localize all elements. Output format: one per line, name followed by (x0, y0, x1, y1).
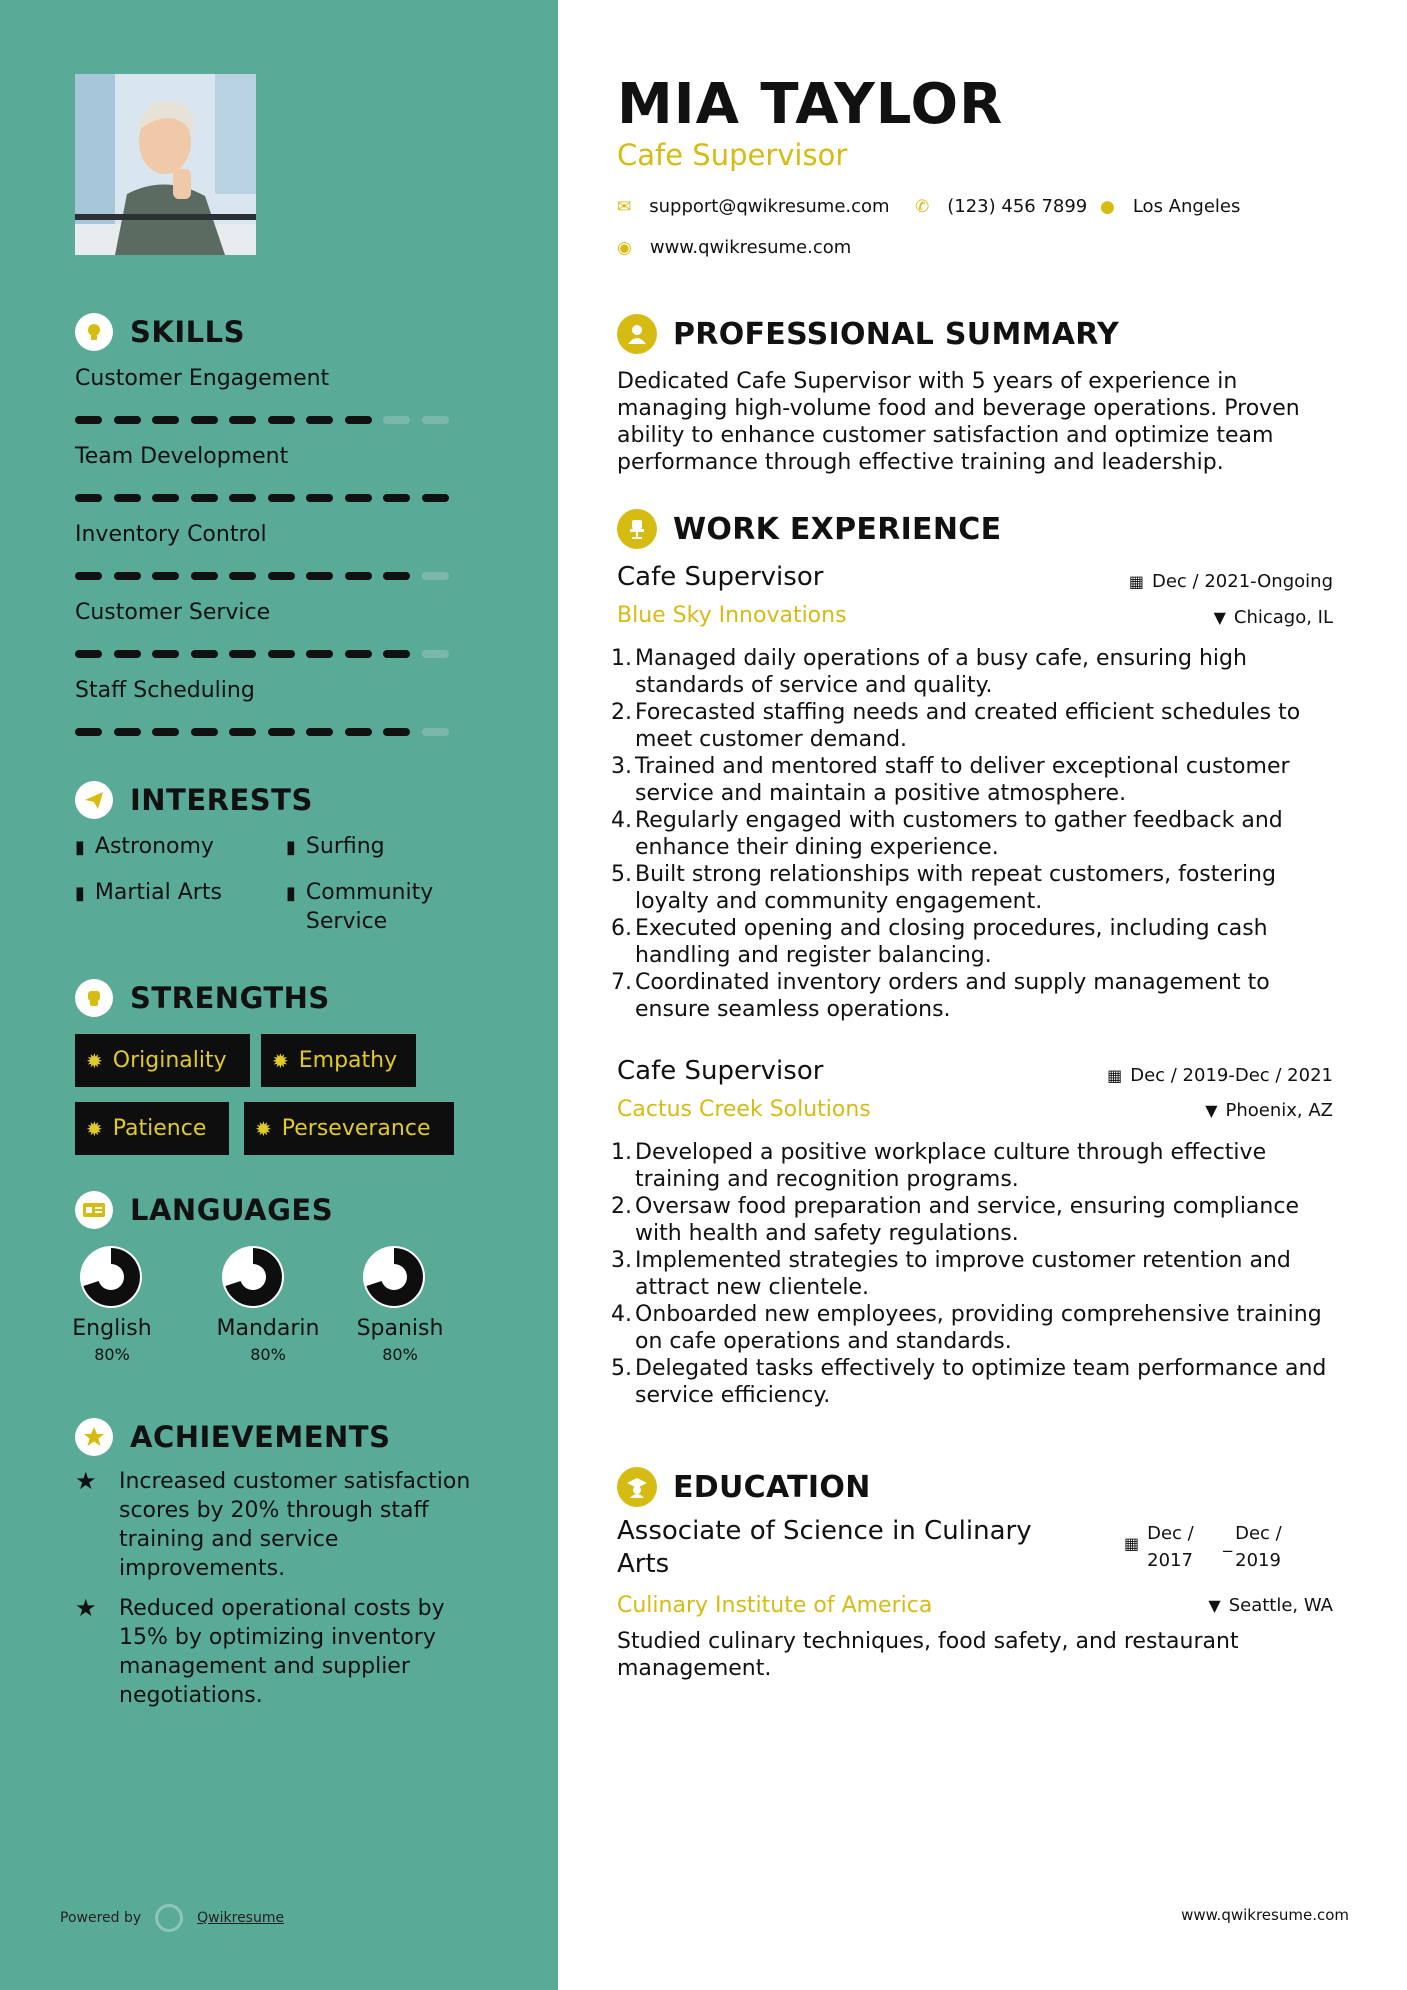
skill-bar-segment (229, 728, 256, 736)
star-badge-icon (75, 1418, 113, 1456)
skill-bar-segment (114, 572, 141, 580)
language-item (340, 1246, 460, 1376)
job-duties-list (611, 645, 1341, 1023)
skill-bar-segment (383, 728, 410, 736)
skill-bar-segment (383, 416, 410, 424)
skill-bar-segment (383, 650, 410, 658)
job-location (1214, 607, 1333, 628)
location-text: Los Angeles (1132, 196, 1241, 217)
summary-title: PROFESSIONAL SUMMARY (673, 316, 1120, 352)
graduate-icon (617, 1467, 657, 1507)
sun-icon: ✹ (86, 1048, 103, 1073)
skill-bar-segment (191, 572, 218, 580)
skill-name: Customer Service (75, 600, 271, 625)
skill-bar-segment (152, 494, 179, 502)
powered-by-label: Powered by (60, 1910, 142, 1926)
list-item: 5. Delegated tasks effectively to optimize team performance and service efficiency. (611, 1356, 1327, 1408)
strengths-title: STRENGTHS (130, 981, 330, 1015)
skill-bar-segment (306, 572, 333, 580)
pushpin-icon: ▼ (1213, 608, 1226, 627)
language-item (208, 1246, 328, 1376)
skill-name: Team Development (75, 444, 289, 469)
star-icon: ★ (75, 1467, 97, 1495)
summary-text: Dedicated Cafe Supervisor with 5 years of experience in managing high-volume food and beverage operations. Proven ability to enhance customer satisfaction and optimize team performance through effective training and leadership. (617, 369, 1300, 475)
job-duties-list (611, 1139, 1341, 1409)
skill-bar-segment (152, 728, 179, 736)
language-percent: 80% (382, 1345, 418, 1364)
skills-title: SKILLS (130, 315, 245, 349)
list-item: 4. Regularly engaged with customers to gather feedback and enhance their dining experience. (611, 808, 1283, 860)
list-item: 2. Forecasted staffing needs and created efficient schedules to meet customer demand. (611, 700, 1301, 752)
strength-label: Perseverance (281, 1116, 431, 1141)
list-item: 1. Developed a positive workplace culture through effective training and recognition programs. (611, 1140, 1267, 1192)
envelope-icon: ✉ (617, 196, 632, 217)
language-ring (222, 1246, 284, 1308)
book-icon: ▮ (75, 883, 85, 904)
job-dates-text: Dec / 2021-Ongoing (1152, 571, 1333, 592)
qwikresume-logo-icon (155, 1904, 183, 1932)
skill-bar-segment (152, 572, 179, 580)
contact-phone (915, 196, 1087, 217)
paper-plane-icon (75, 781, 113, 819)
skill-bar-segment (75, 416, 102, 424)
skill-bar-segment (191, 728, 218, 736)
skill-bar-segment (268, 728, 295, 736)
pushpin-icon: ▼ (1205, 1101, 1218, 1120)
skill-bar-segment (191, 494, 218, 502)
phone-text[interactable]: (123) 456 7899 (947, 196, 1088, 217)
interests-title: INTERESTS (130, 783, 313, 817)
interest-item (75, 878, 222, 908)
language-percent: 80% (94, 1345, 130, 1364)
job-location-text: Chicago, IL (1233, 607, 1333, 628)
job-dates (1129, 571, 1333, 592)
education-title: EDUCATION (673, 1469, 871, 1505)
calendar-icon: ▦ (1128, 572, 1144, 591)
achievement-text: Increased customer satisfaction scores by 20% through staff training and service improvements. (119, 1469, 471, 1581)
skill-bar-segment (422, 572, 449, 580)
education-end: Dec / 2019 (1235, 1523, 1282, 1571)
language-ring (363, 1246, 425, 1308)
language-name: English (72, 1316, 152, 1341)
interest-label: Surfing (305, 834, 385, 859)
skill-bar-segment (422, 416, 449, 424)
skill-bar-segment (152, 650, 179, 658)
skill-bar-segment (345, 494, 372, 502)
achievement-item (75, 1467, 495, 1583)
phone-icon: ✆ (915, 196, 930, 217)
powered-by (60, 1904, 284, 1932)
job-title: Cafe Supervisor (617, 1056, 824, 1086)
job-title: Cafe Supervisor (617, 562, 824, 592)
list-item: 6. Executed opening and closing procedures, including cash handling and register balancing. (611, 916, 1268, 968)
skill-bar-segment (114, 728, 141, 736)
education-text: Studied culinary techniques, food safety, and restaurant management. (617, 1629, 1239, 1681)
achievement-text: Reduced operational costs by 15% by optimizing inventory management and supplier negotiations. (119, 1596, 445, 1708)
skill-bar-segment (114, 650, 141, 658)
map-pin-icon: ● (1100, 196, 1115, 217)
achievement-item (75, 1594, 495, 1710)
strength-badge (261, 1034, 416, 1087)
strength-label: Originality (112, 1048, 227, 1073)
strength-label: Patience (112, 1116, 207, 1141)
education-dash: _ (1223, 1532, 1233, 1553)
degree-title: Associate of Science in Culinary Arts (617, 1516, 1032, 1579)
list-item: 1. Managed daily operations of a busy cafe, ensuring high standards of service and quality. (611, 646, 1247, 698)
skill-bar-segment (345, 650, 372, 658)
book-icon: ▮ (286, 883, 296, 904)
email-text[interactable]: support@qwikresume.com (649, 196, 890, 217)
skill-bar-segment (229, 650, 256, 658)
book-icon: ▮ (75, 837, 85, 858)
list-item: 7. Coordinated inventory orders and supply management to ensure seamless operations. (611, 970, 1270, 1022)
skill-bar-segment (114, 494, 141, 502)
skill-name: Customer Engagement (75, 366, 330, 391)
skill-bar-segment (268, 494, 295, 502)
skill-bar-segment (75, 494, 102, 502)
skill-bar-segment (229, 416, 256, 424)
strength-badge (244, 1102, 454, 1155)
education-location (1208, 1595, 1333, 1616)
contact-location (1100, 196, 1240, 217)
contact-website (617, 237, 851, 258)
language-item (52, 1246, 172, 1376)
education-location-text: Seattle, WA (1228, 1595, 1333, 1616)
skill-bar-segment (422, 650, 449, 658)
fist-icon (75, 979, 113, 1017)
candidate-name: MIA TAYLOR (617, 72, 1004, 137)
languages-title: LANGUAGES (130, 1193, 334, 1227)
interest-item (286, 832, 385, 862)
job-company: Blue Sky Innovations (617, 603, 847, 628)
interest-label: Astronomy (94, 834, 214, 859)
calendar-icon: ▦ (1124, 1534, 1140, 1553)
star-icon: ★ (75, 1594, 97, 1622)
skill-bar-segment (268, 572, 295, 580)
skill-bar-segment (306, 494, 333, 502)
education-start: Dec / 2017 (1147, 1523, 1194, 1571)
skill-bar-segment (75, 650, 102, 658)
candidate-role: Cafe Supervisor (617, 138, 848, 172)
school-name: Culinary Institute of America (617, 1593, 933, 1618)
skill-bar-segment (306, 728, 333, 736)
language-name: Mandarin (216, 1316, 320, 1341)
job-dates-text: Dec / 2019-Dec / 2021 (1130, 1065, 1333, 1086)
skill-name: Staff Scheduling (75, 678, 255, 703)
interest-item (286, 878, 486, 936)
skill-bar-segment (229, 494, 256, 502)
skill-bar-segment (422, 728, 449, 736)
skill-bar (75, 650, 455, 658)
skill-bar-segment (75, 572, 102, 580)
languages-heading (75, 1191, 333, 1229)
strength-label: Empathy (298, 1048, 398, 1073)
office-chair-icon (617, 509, 657, 549)
job-location (1205, 1100, 1333, 1121)
list-item: 3. Implemented strategies to improve customer retention and attract new clientele. (611, 1248, 1291, 1300)
user-icon (617, 314, 657, 354)
sun-icon: ✹ (272, 1048, 289, 1073)
sun-icon: ✹ (255, 1116, 272, 1141)
achievements-heading (75, 1418, 390, 1456)
job-company: Cactus Creek Solutions (617, 1097, 871, 1122)
skill-bar-segment (383, 572, 410, 580)
education-dates (1124, 1520, 1297, 1574)
skill-bar-segment (345, 572, 372, 580)
skill-bar-segment (306, 416, 333, 424)
skill-bar-segment (268, 416, 295, 424)
book-icon: ▮ (286, 837, 296, 858)
skill-bar-segment (345, 728, 372, 736)
language-icon (75, 1191, 113, 1229)
education-heading (617, 1467, 871, 1507)
globe-icon: ◉ (617, 237, 632, 258)
language-percent: 80% (250, 1345, 286, 1364)
skill-bar-segment (75, 728, 102, 736)
skill-bar-segment (422, 494, 449, 502)
skill-bar-segment (306, 650, 333, 658)
website-text[interactable]: www.qwikresume.com (649, 237, 852, 258)
skill-bar (75, 416, 455, 424)
strength-badge (75, 1034, 250, 1087)
list-item: 2. Oversaw food preparation and service, ensuring compliance with health and safety regulations. (611, 1194, 1299, 1246)
profile-photo (75, 74, 256, 255)
list-item: 3. Trained and mentored staff to deliver exceptional customer service and maintain a positive atmosphere. (611, 754, 1290, 806)
pushpin-icon: ▼ (1208, 1596, 1221, 1615)
skill-bar-segment (191, 416, 218, 424)
language-ring (80, 1246, 142, 1308)
experience-title: WORK EXPERIENCE (673, 511, 1002, 547)
skill-bar-segment (268, 650, 295, 658)
interest-label: Martial Arts (94, 880, 222, 905)
skills-heading (75, 313, 245, 351)
achievements-title: ACHIEVEMENTS (130, 1420, 391, 1454)
lightbulb-icon (75, 313, 113, 351)
summary-heading (617, 314, 1119, 354)
skill-bar-segment (114, 416, 141, 424)
skill-bar (75, 572, 455, 580)
list-item: 4. Onboarded new employees, providing comprehensive training on cafe operations and standards. (611, 1302, 1322, 1354)
qwikresume-link[interactable]: Qwikresume (197, 1910, 285, 1926)
skill-bar (75, 494, 455, 502)
list-item: 5. Built strong relationships with repeat customers, fostering loyalty and community engagement. (611, 862, 1276, 914)
skill-bar-segment (191, 650, 218, 658)
skill-name: Inventory Control (75, 522, 267, 547)
sidebar (0, 0, 558, 1990)
skill-bar-segment (345, 416, 372, 424)
skill-bar (75, 728, 455, 736)
skill-bar-segment (383, 494, 410, 502)
language-name: Spanish (356, 1316, 444, 1341)
interests-heading (75, 781, 313, 819)
job-dates (1107, 1065, 1333, 1086)
skill-bar-segment (229, 572, 256, 580)
sun-icon: ✹ (86, 1116, 103, 1141)
strengths-heading (75, 979, 330, 1017)
interest-label: Community Service (305, 880, 434, 934)
strength-badge (75, 1102, 229, 1155)
job-location-text: Phoenix, AZ (1225, 1100, 1333, 1121)
footer-url[interactable]: www.qwikresume.com (1181, 1906, 1349, 1924)
contact-email (617, 196, 890, 217)
interest-item (75, 832, 214, 862)
skill-bar-segment (152, 416, 179, 424)
experience-heading (617, 509, 1001, 549)
calendar-icon: ▦ (1107, 1066, 1123, 1085)
